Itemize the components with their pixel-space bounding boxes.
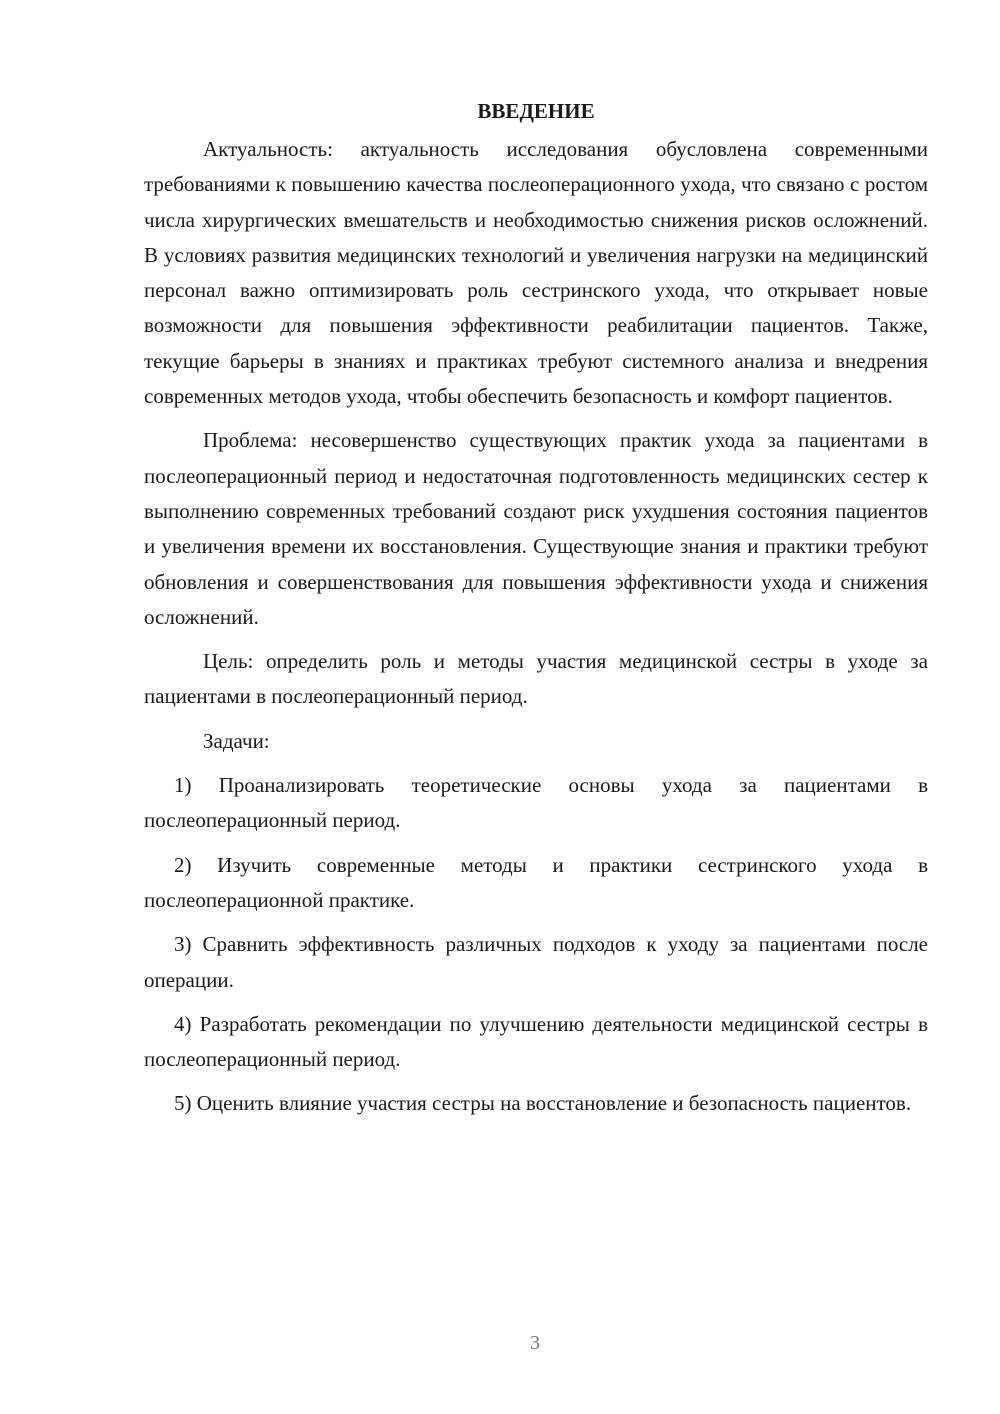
page-number: 3 [530, 1332, 540, 1354]
task-list [144, 768, 928, 1122]
paragraph-goal: Цель: определить роль и методы участия медицинской сестры в уходе за пациентами в послеоперационный период. [144, 649, 928, 709]
list-item: 1) Проанализировать теоретические основы ухода за пациентами в послеоперационный период. [144, 773, 928, 833]
page-content [144, 95, 928, 1122]
list-item: 5) Оценить влияние участия сестры на восстановление и безопасность пациентов. [174, 1091, 912, 1116]
list-item: 2) Изучить современные методы и практики сестринского ухода в послеоперационной практике. [144, 852, 928, 912]
list-item: 3) Сравнить эффективность различных подходов к уходу за пациентами после операции. [144, 932, 928, 992]
page-title: ВВЕДЕНИЕ [477, 99, 595, 123]
paragraph-problem: Проблема: несовершенство существующих практик ухода за пациентами в послеоперационный период и недостаточная подготовленность медицинских сестер к выполнению современных требований создают риск ухудшения состояния пациентов и увеличения времени их восстановления. Существующие знания и практики требуют обновления и совершенствования для повышения эффективности ухода и снижения осложнений. [144, 428, 928, 629]
paragraph-relevance: Актуальность: актуальность исследования обусловлена современными требованиями к повышению качества послеоперационного ухода, что связано с ростом числа хирургических вмешательств и необходимостью снижения рисков осложнений. В условиях развития медицинских технологий и увеличения нагрузки на медицинский персонал важно оптимизировать роль сестринского ухода, что открывает новые возможности для повышения эффективности реабилитации пациентов. Также, текущие барьеры в знаниях и практиках требуют системного анализа и внедрения современных методов ухода, чтобы обеспечить безопасность и комфорт пациентов. [144, 137, 928, 409]
tasks-label: Задачи: [203, 728, 270, 753]
list-item: 4) Разработать рекомендации по улучшению деятельности медицинской сестры в послеоперационный период. [144, 1011, 928, 1072]
